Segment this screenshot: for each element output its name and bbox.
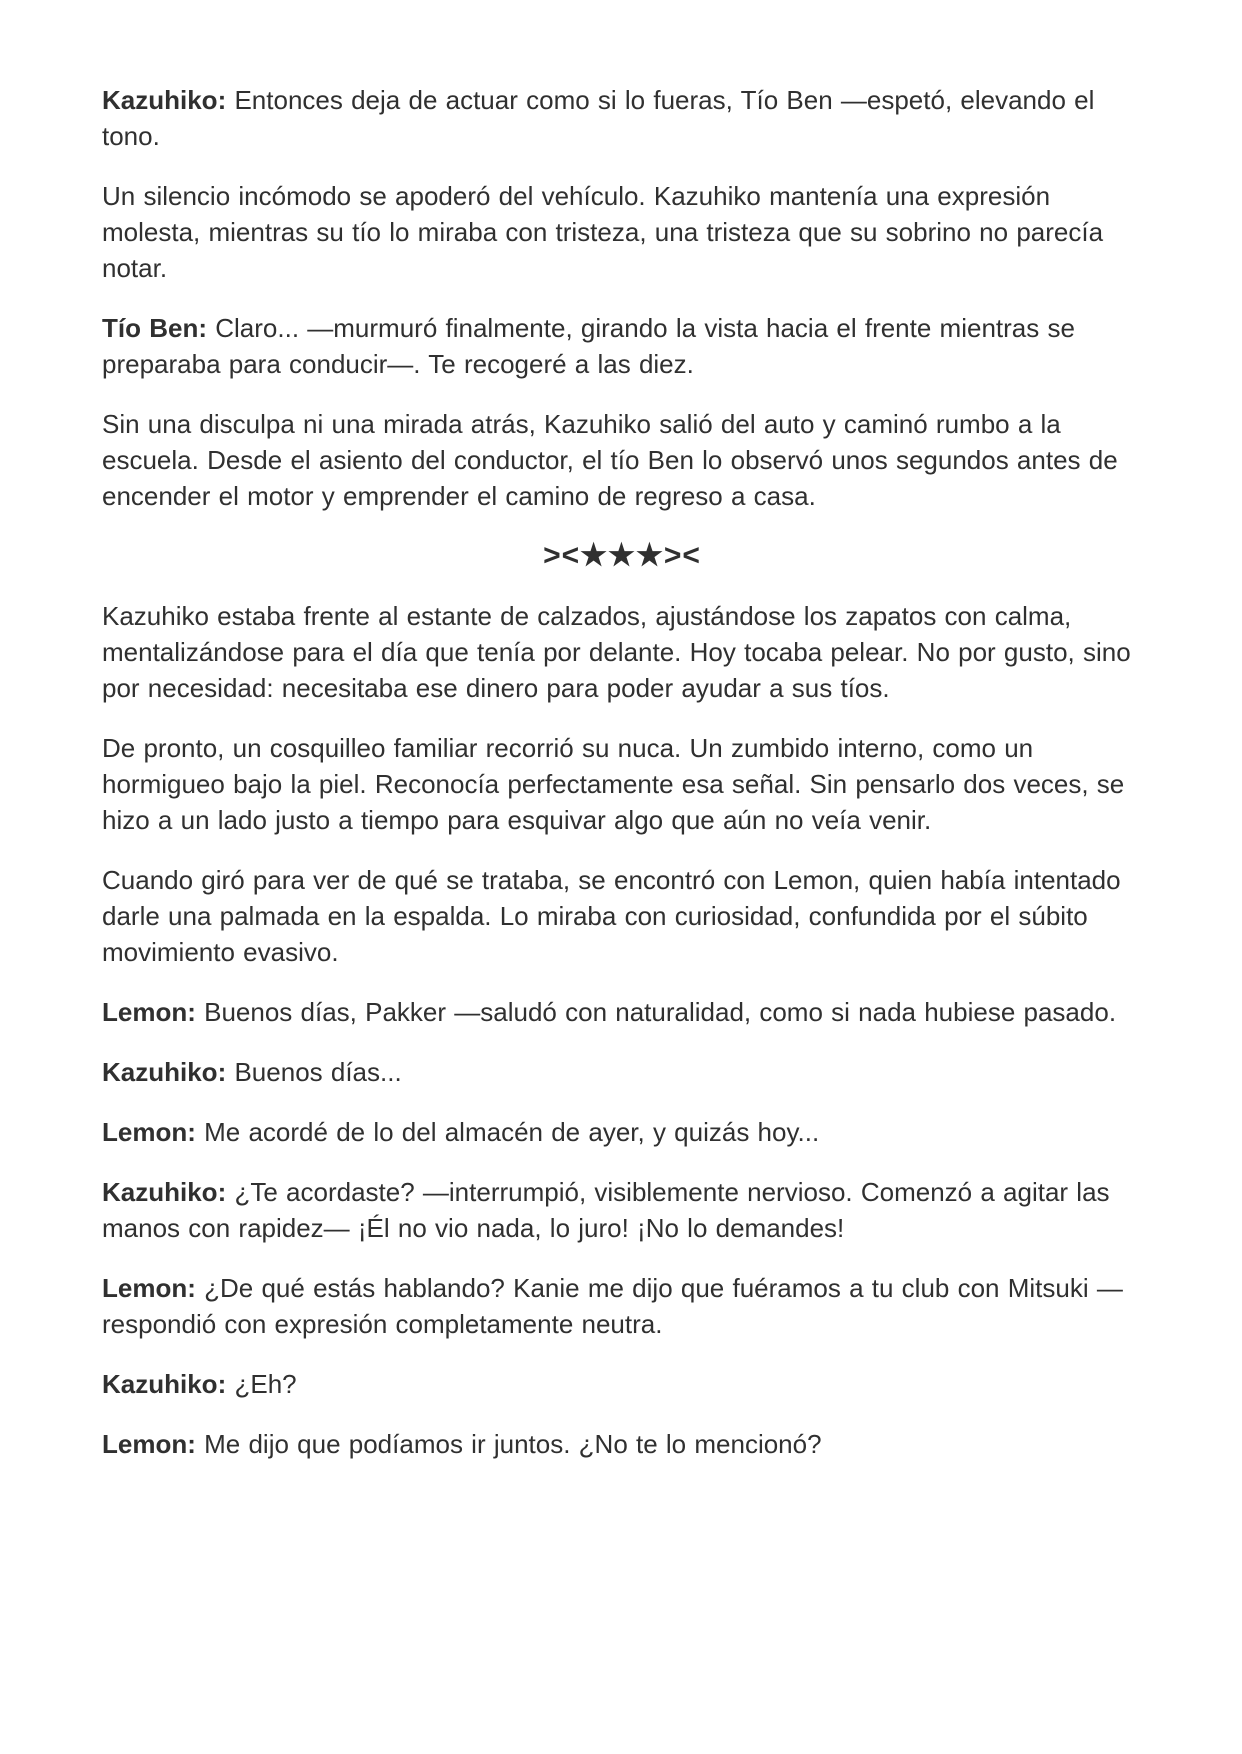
paragraph-text: Entonces deja de actuar como si lo fueras, Tío Ben —espetó, elevando el tono. [102,85,1095,151]
speaker-label: Lemon: [102,997,196,1027]
narration-paragraph [102,598,1142,706]
dialogue-paragraph [102,1270,1142,1342]
dialogue-paragraph [102,1174,1142,1246]
paragraph-text: Buenos días... [234,1057,402,1087]
dialogue-paragraph [102,1054,1142,1090]
paragraph-text: Me dijo que podíamos ir juntos. ¿No te lo mencionó? [204,1429,822,1459]
dialogue-paragraph [102,82,1142,154]
scene-divider: ><★★★>< [543,539,701,572]
speaker-label: Kazuhiko: [102,85,227,115]
paragraph-text: Buenos días, Pakker —saludó con naturalidad, como si nada hubiese pasado. [204,997,1117,1027]
speaker-label: Tío Ben: [102,313,207,343]
narration-paragraph [102,730,1142,838]
paragraph-text: Me acordé de lo del almacén de ayer, y quizás hoy... [204,1117,820,1147]
dialogue-paragraph [102,1366,1142,1402]
paragraph-text: Claro... —murmuró finalmente, girando la vista hacia el frente mientras se preparaba para conducir—. Te recogeré a las diez. [102,313,1075,379]
paragraph-text: Cuando giró para ver de qué se trataba, se encontró con Lemon, quien había intentado darle una palmada en la espalda. Lo miraba con curiosidad, confundida por el súbito movimiento evasivo. [102,865,1121,967]
paragraph-text: ¿Te acordaste? —interrumpió, visiblemente nervioso. Comenzó a agitar las manos con rapidez— ¡Él no vio nada, lo juro! ¡No lo demandes! [102,1177,1110,1243]
speaker-label: Lemon: [102,1429,196,1459]
speaker-label: Lemon: [102,1117,196,1147]
narration-paragraph [102,406,1142,514]
speaker-label: Kazuhiko: [102,1177,227,1207]
paragraph-text: Kazuhiko estaba frente al estante de calzados, ajustándose los zapatos con calma, mentalizándose para el día que tenía por delante. Hoy tocaba pelear. No por gusto, sino por necesidad: necesitaba ese dinero para poder ayudar a sus tíos. [102,601,1131,703]
speaker-label: Kazuhiko: [102,1369,227,1399]
narration-paragraph [102,862,1142,970]
dialogue-paragraph [102,1114,1142,1150]
paragraph-text: Un silencio incómodo se apoderó del vehículo. Kazuhiko mantenía una expresión molesta, mientras su tío lo miraba con tristeza, una tristeza que su sobrino no parecía notar. [102,181,1104,283]
paragraph-text: Sin una disculpa ni una mirada atrás, Kazuhiko salió del auto y caminó rumbo a la escuela. Desde el asiento del conductor, el tío Ben lo observó unos segundos antes de encender el motor y emprender el camino de regreso a casa. [102,409,1118,511]
speaker-label: Kazuhiko: [102,1057,227,1087]
speaker-label: Lemon: [102,1273,196,1303]
dialogue-paragraph [102,994,1142,1030]
paragraph-text: ¿Eh? [234,1369,297,1399]
paragraph-text: ¿De qué estás hablando? Kanie me dijo que fuéramos a tu club con Mitsuki —respondió con expresión completamente neutra. [102,1273,1123,1339]
paragraph-text: De pronto, un cosquilleo familiar recorrió su nuca. Un zumbido interno, como un hormigueo bajo la piel. Reconocía perfectamente esa señal. Sin pensarlo dos veces, se hizo a un lado justo a tiempo para esquivar algo que aún no veía venir. [102,733,1125,835]
dialogue-paragraph [102,310,1142,382]
narration-paragraph [102,178,1142,286]
dialogue-paragraph [102,1426,1142,1462]
